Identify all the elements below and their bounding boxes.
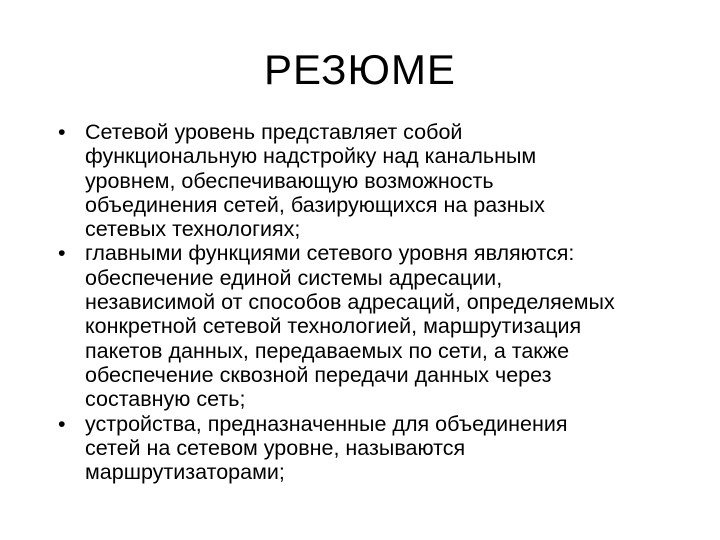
text-line: сетей на сетевом уровне, называются [85, 435, 466, 460]
text-line: сетевых технологиях; [85, 217, 301, 242]
bullet-item-3 [58, 412, 698, 485]
bullet-item-2 [58, 241, 698, 411]
text-line: объединения сетей, базирующихся на разных [85, 192, 545, 217]
text-line: пакетов данных, передаваемых по сети, а также [85, 338, 570, 363]
text-line: уровнем, обеспечивающую возможность [85, 168, 494, 193]
text-line: обеспечение сквозной передачи данных через [85, 362, 552, 387]
bullet-text-1 [85, 120, 698, 241]
bullet-dot-icon: • [58, 241, 66, 266]
slide-title: РЕЗЮМЕ [264, 46, 456, 93]
bullet-item-1 [58, 120, 698, 241]
bullet-text-2 [85, 241, 698, 411]
text-line: устройства, предназначенные для объединения [85, 411, 568, 436]
bullet-dot-icon: • [58, 411, 66, 436]
text-line: обеспечение единой системы адресации, [85, 265, 503, 290]
bullet-list [58, 120, 698, 484]
text-line: функциональную надстройку над канальным [85, 144, 537, 169]
text-line: независимой от способов адресаций, определяемых [85, 290, 615, 315]
bullet-text-3 [85, 412, 698, 485]
text-line: конкретной сетевой технологией, маршрутизация [85, 314, 582, 339]
text-line: главными функциями сетевого уровня являются: [85, 241, 575, 266]
text-line: составную сеть; [85, 387, 246, 412]
text-line: Сетевой уровень представляет собой [85, 120, 463, 144]
bullet-dot-icon: • [58, 120, 66, 144]
text-line: маршрутизаторами; [85, 460, 285, 485]
